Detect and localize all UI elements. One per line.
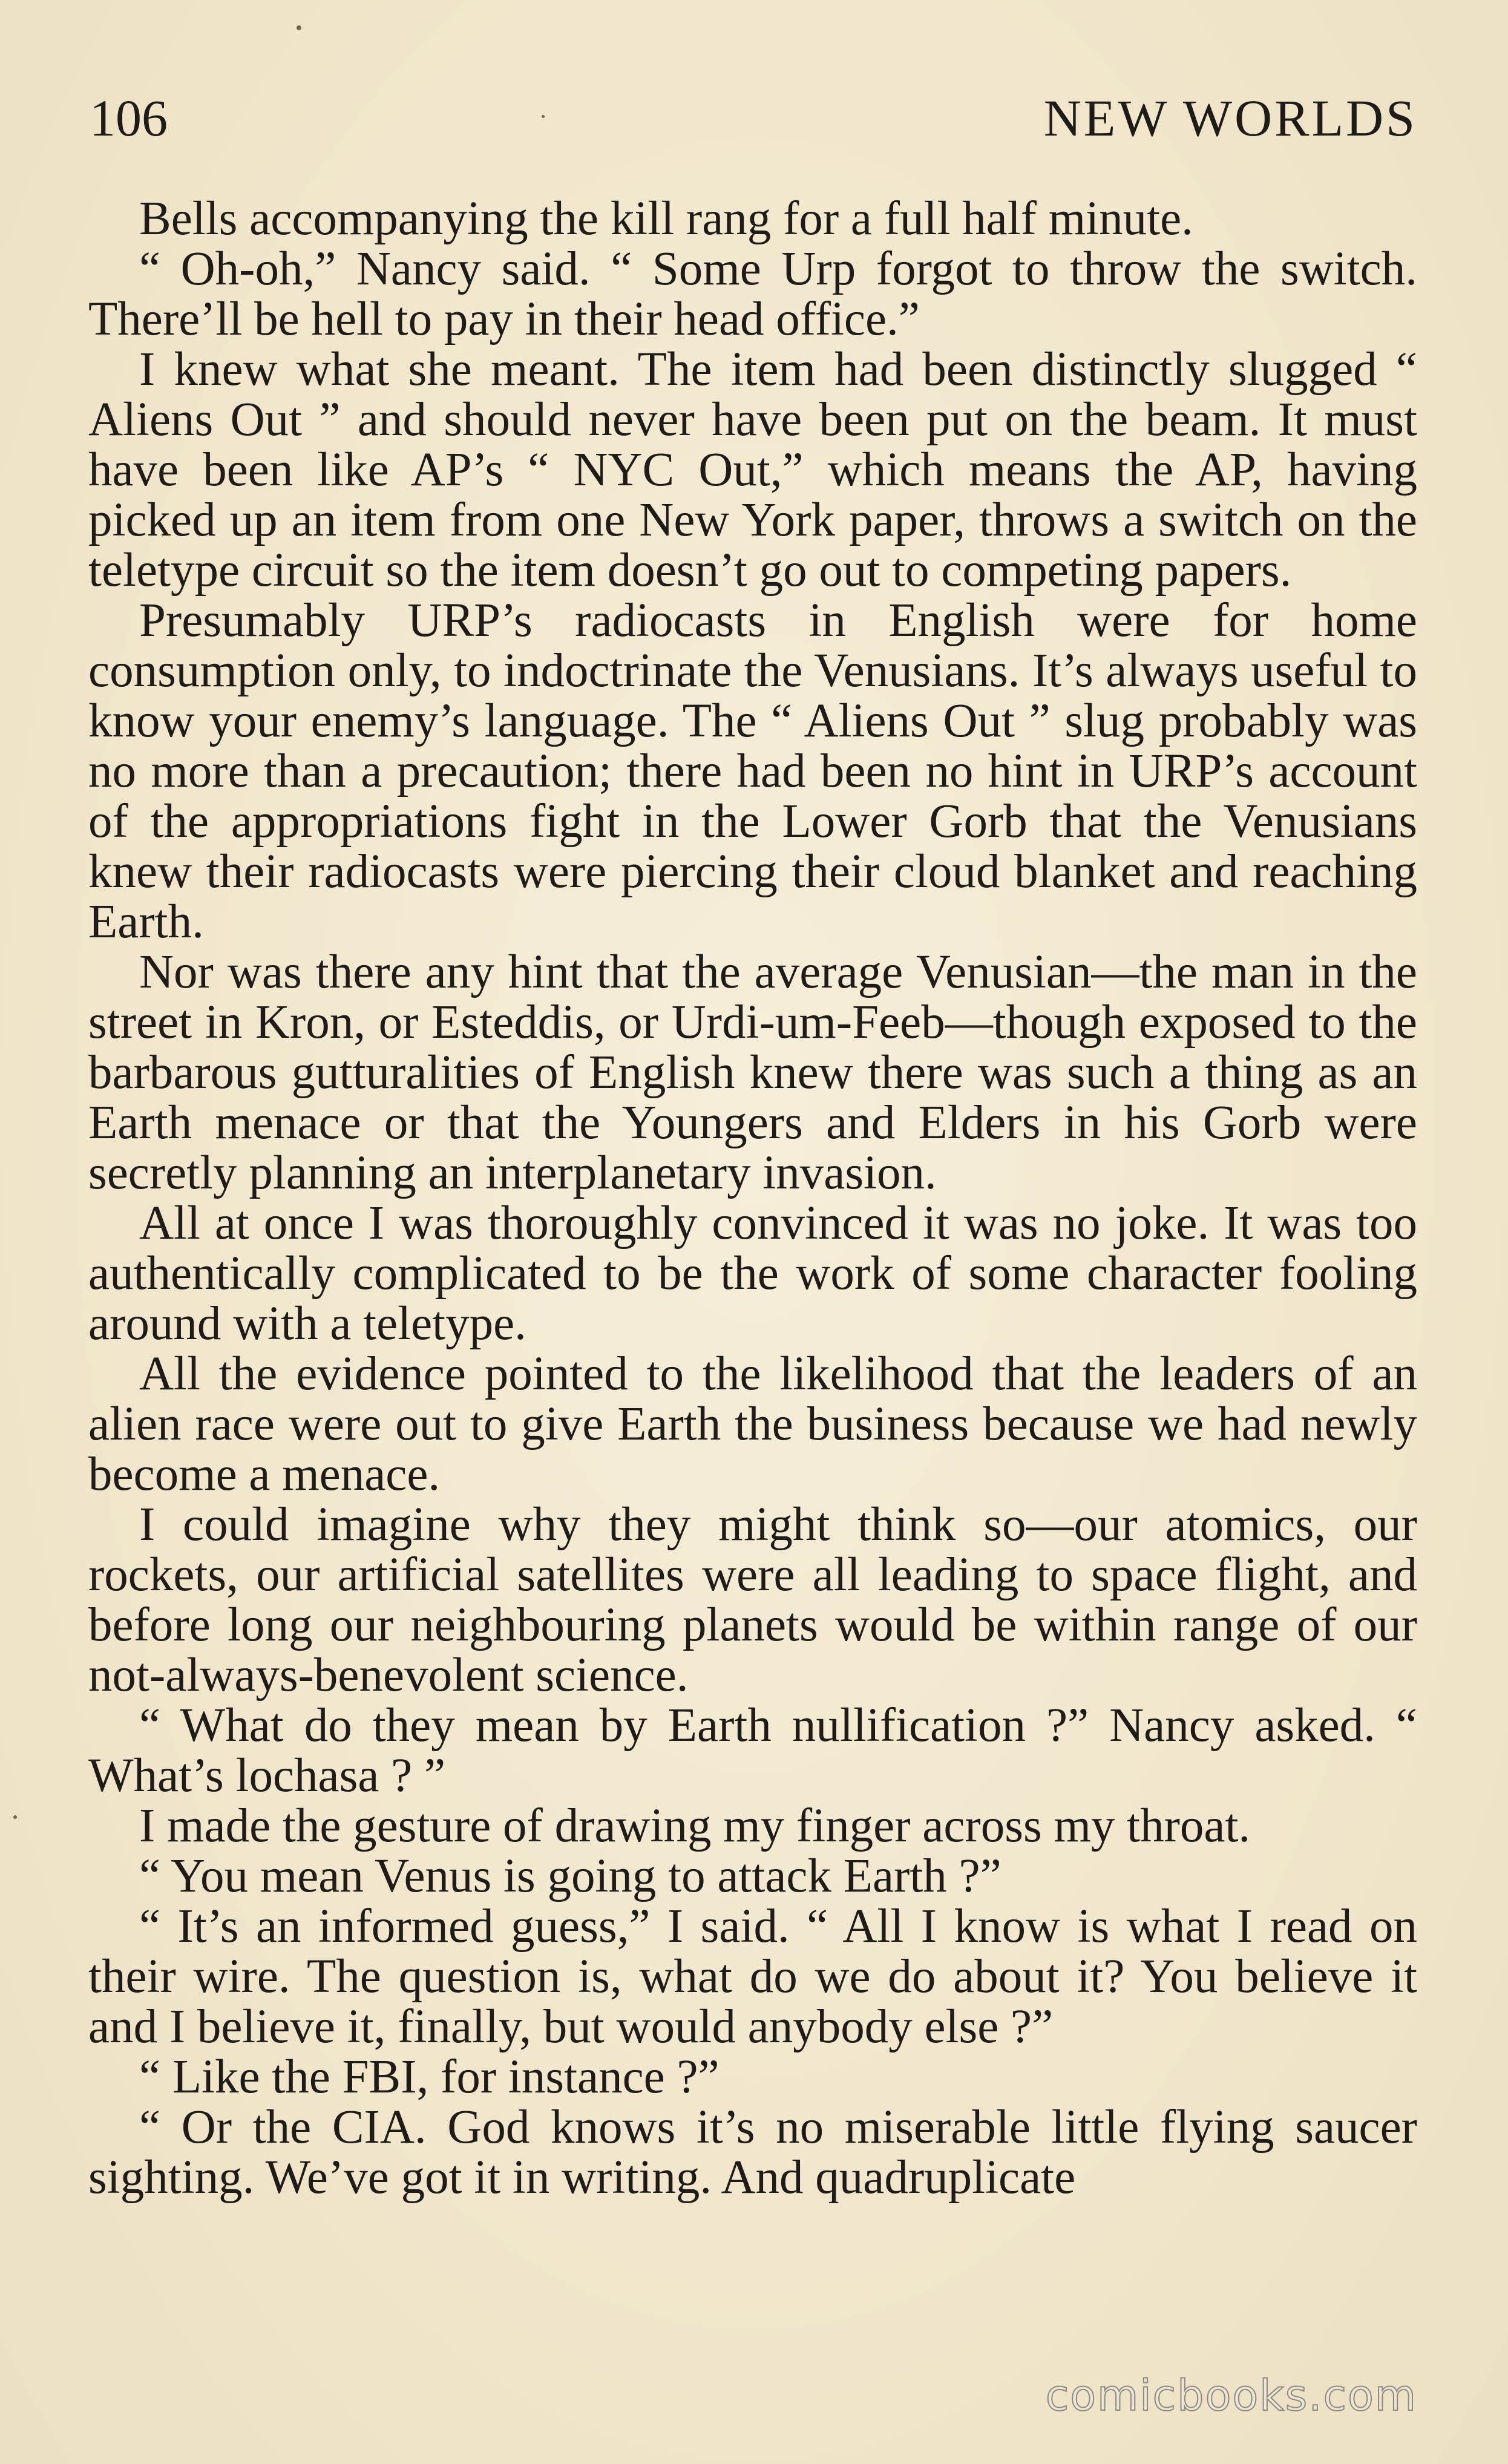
paragraph: Bells accompanying the kill rang for a full half minute. [139,192,1193,245]
page-number: 106 [90,89,168,147]
paragraph: Nor was there any hint that the average Venusian—the man in the street in Kron, or Esteddis, or Urdi-um-Feeb—though exposed to the barbarous gutturalities of English knew there was such a thing as an Earth menace or that the Youngers and Elders in his Gorb were secretly planning an interplanetary invasion. [88,946,1417,1199]
paragraph: I knew what she meant. The item had been distinctly slugged “ Aliens Out ” and should never have been put on the beam. It must have been like AP’s “ NYC Out,” which means the AP, having picked up an item from one New York paper, throws a switch on the teletype circuit so the item doesn’t go out to competing papers. [88,343,1417,597]
paragraph: “ What do they mean by Earth nullification ?” Nancy asked. “ What’s lochasa ? ” [88,1699,1417,1802]
paragraph: “ Oh-oh,” Nancy said. “ Some Urp forgot to throw the switch. There’ll be hell to pay in their head office.” [88,243,1417,346]
watermark: comicbooks.com [1045,2371,1417,2420]
page-body-text [88,194,1417,2203]
paper-speck [297,25,301,30]
paragraph: All the evidence pointed to the likelihood that the leaders of an alien race were out to give Earth the business because we had newly become a menace. [88,1348,1417,1501]
paragraph: “ It’s an informed guess,” I said. “ All I know is what I read on their wire. The question is, what do we do about it? You believe it and I believe it, finally, but would anybody else ?” [88,1900,1417,2053]
paragraph: All at once I was thoroughly convinced it was no joke. It was too authentically complicated to be the work of some character fooling around with a teletype. [88,1197,1417,1350]
paragraph: “ Like the FBI, for instance ?” [139,2051,720,2103]
paper-speck [13,1815,17,1819]
paragraph: “ Or the CIA. God knows it’s no miserable little flying saucer sighting. We’ve got it in writing. And quadruplicate [88,2101,1417,2204]
page-header [90,85,1417,151]
paragraph: I could imagine why they might think so—our atomics, our rockets, our artificial satellites were all leading to space flight, and before long our neighbouring planets would be within range of our not-always-benevolent science. [88,1498,1417,1702]
paper-speck [542,115,545,118]
paragraph: I made the gesture of drawing my finger across my throat. [139,1800,1251,1852]
paragraph: Presumably URP’s radiocasts in English were for home consumption only, to indoctrinate the Venusians. It’s always useful to know your enemy’s language. The “ Aliens Out ” slug probably was no more than a precaution; there had been no hint in URP’s account of the appropriations fight in the Lower Gorb that the Venusians knew their radiocasts were piercing their cloud blanket and reaching Earth. [88,594,1417,948]
paragraph: “ You mean Venus is going to attack Earth ?” [139,1850,1002,1902]
running-title: NEW WORLDS [1043,89,1417,147]
